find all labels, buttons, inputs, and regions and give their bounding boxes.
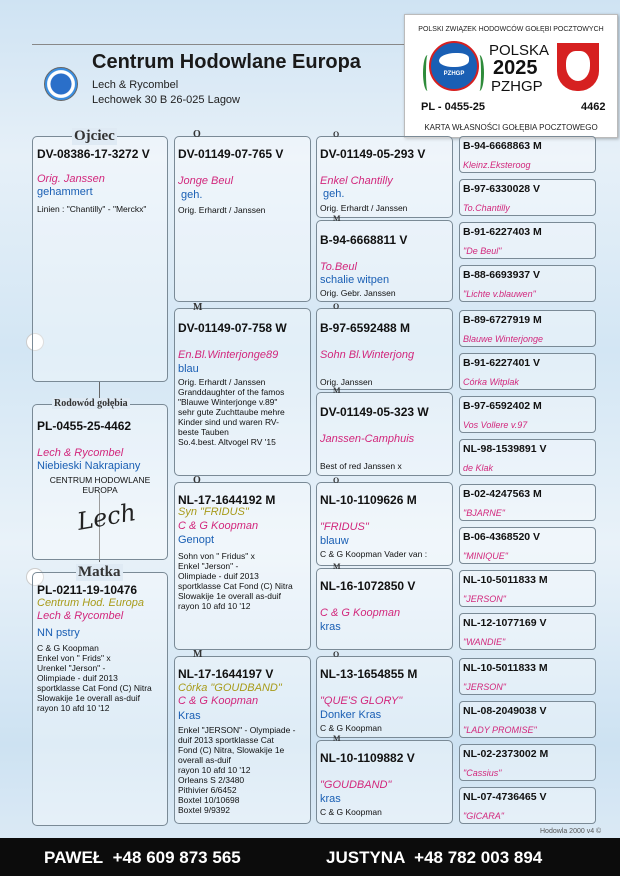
father-box: [32, 136, 168, 382]
pigeon-label: Rodowód gołębia: [54, 398, 128, 409]
gp-mm-notes: Enkel "JERSON" - Olympiade - duif 2013 sportklasse Cat Fond (C) Nitra, Slowakije 1e overall as-duif rayon 10 afd 10 '12 Orleans S 2/3480 Pithivier 6/6452 Boxtel 10/10698 Boxtel 9/9392: [178, 725, 296, 815]
gggp-5: B-91-6227401 V Córka Witplak: [459, 353, 596, 390]
father-color: gehammert: [37, 186, 93, 198]
ggp-sex-0: O: [333, 130, 340, 139]
pzhgp-logo-text: PZHGP: [443, 71, 465, 77]
gggp-12: NL-10-5011833 M "JERSON": [459, 658, 596, 695]
gggp-10: NL-10-5011833 M "JERSON": [459, 570, 596, 607]
gp-mm-color: Kras: [178, 710, 201, 722]
gggp-9: B-06-4368520 V "MINIQUE": [459, 527, 596, 564]
card-number: 4462: [581, 101, 606, 113]
father-label: Ojciec: [74, 128, 115, 144]
pigeon-icon: [439, 53, 469, 67]
gggp-15: NL-07-4736465 V "GICARA": [459, 787, 596, 824]
card-assoc: PZHGP: [491, 78, 543, 95]
ggp-box-3: DV-01149-05-323 W Janssen-Camphuis Best of red Janssen x: [316, 392, 453, 476]
card-org: POLSKI ZWIĄZEK HODOWCÓW GOŁĘBI POCZTOWYCH: [418, 26, 604, 33]
ggp-sex-7: M: [333, 734, 341, 743]
pzhgp-logo: [429, 41, 479, 91]
ggp-sex-4: O: [333, 476, 340, 485]
ggp-sex-5: M: [333, 562, 341, 571]
mother-breeder: Lech & Rycombel: [37, 610, 124, 622]
gp-mf-ring: NL-17-1644192 M: [178, 493, 276, 507]
father-note: Linien : "Chantilly" - "Merckx": [37, 204, 147, 214]
father-origin: Orig. Janssen: [37, 173, 105, 185]
gp-fm-notes: Orig. Erhardt / Janssen Granddaughter of the famos "Blauwe Winterjonge v.89" sehr gute Zuchttaube mehre Kinder sind und waren RV- beste Tauben So.4.best. Altvogel RV '15: [178, 377, 285, 447]
mother-origin: Centrum Hod. Europa: [37, 597, 144, 609]
gp-fm-box: [174, 308, 311, 476]
gp-fm-sex: M: [193, 302, 203, 313]
gp-mf-color: Genopt: [178, 534, 215, 546]
father-ring: DV-08386-17-3272 V: [37, 147, 150, 161]
gggp-14: NL-02-2373002 M "Cassius": [459, 744, 596, 781]
header-title: Centrum Hodowlane Europa: [92, 51, 361, 73]
footer-contact-left: PAWEŁ +48 609 873 565: [44, 848, 241, 867]
gp-mm-box: [174, 656, 311, 824]
gp-mm-ring: NL-17-1644197 V: [178, 667, 274, 681]
gp-mm-sex: M: [193, 649, 203, 660]
gp-ff-color: geh.: [181, 189, 203, 201]
pigeon-loft-1: CENTRUM HODOWLANE: [49, 475, 151, 485]
gggp-6: B-97-6592402 M Vos Vollere v.97: [459, 396, 596, 433]
ggp-box-2: B-97-6592488 M Sohn Bl.Winterjong Orig. Janssen: [316, 308, 453, 390]
gggp-3: B-88-6693937 V "Lichte v.blauwen": [459, 265, 596, 302]
gp-ff-box: [174, 136, 311, 302]
ggp-box-1: B-94-6668811 V To.Beul schalie witpen Orig. Gebr. Janssen: [316, 220, 453, 302]
ggp-box-4: NL-10-1109626 M "FRIDUS" blauw C & G Koopman Vader van :: [316, 482, 453, 566]
club-logo: [44, 67, 78, 101]
gp-ff-note: Orig. Erhardt / Janssen: [178, 205, 266, 215]
gggp-11: NL-12-1077169 V "WANDIE": [459, 613, 596, 650]
gp-mf-box: [174, 482, 311, 650]
card-country: POLSKA: [489, 42, 550, 59]
mother-ring: PL-0211-19-10476: [37, 583, 138, 597]
gp-mm-breeder: C & G Koopman: [178, 695, 259, 707]
software-credit: Hodowla 2000 v4 ©: [540, 828, 602, 835]
gp-ff-name: Jonge Beul: [178, 175, 234, 187]
gggp-8: B-02-4247563 M "BJARNE": [459, 484, 596, 521]
header-address: Lechowek 30 B 26-025 Lagow: [92, 94, 240, 106]
ggp-sex-1: M: [333, 214, 341, 223]
gp-fm-name: En.Bl.Winterjonge89: [178, 349, 279, 361]
ggp-box-5: NL-16-1072850 V C & G Koopman kras: [316, 568, 453, 650]
pigeon-color: Niebieski Nakrapiany: [37, 460, 141, 472]
ownership-card: [404, 14, 618, 138]
signature: Lech: [75, 498, 139, 536]
pigeon-breeder: Lech & Rycombel: [37, 447, 124, 459]
footer-contact-right: JUSTYNA +48 782 003 894: [326, 848, 543, 867]
ggp-box-6: NL-13-1654855 M "QUE'S GLORY" Donker Kras C & G Koopman: [316, 656, 453, 738]
gggp-0: B-94-6668863 M Kleinz.Eksteroog: [459, 136, 596, 173]
mother-box: [32, 572, 168, 826]
pigeon-loft-2: EUROPA: [82, 485, 118, 495]
gp-ff-ring: DV-01149-07-765 V: [178, 147, 284, 161]
gp-fm-color: blau: [178, 363, 199, 375]
card-ring: PL - 0455-25: [421, 101, 486, 113]
mother-notes: C & G Koopman Enkel von " Frids" x Urenkel "Jerson" - Olimpiade - duif 2013 sportklasse Cat Fond (C) Nitra Slowakije 1e overall as-duif rayon 10 afd 10 '12: [37, 643, 152, 713]
mother-label: Matka: [78, 564, 121, 580]
gggp-4: B-89-6727919 M Blauwe Winterjonge: [459, 310, 596, 347]
ggp-box-7: NL-10-1109882 V "GOUDBAND" kras C & G Koopman: [316, 740, 453, 824]
gp-fm-ring: DV-01149-07-758 W: [178, 321, 287, 335]
ggp-sex-2: O: [333, 302, 340, 311]
mother-color: NN pstry: [37, 627, 80, 639]
card-caption: KARTA WŁASNOŚCI GOŁĘBIA POCZTOWEGO: [424, 123, 598, 132]
gggp-2: B-91-6227403 M "De Beul": [459, 222, 596, 259]
header-rule: [32, 44, 407, 45]
laurel-left-icon: [423, 55, 432, 91]
polish-eagle-icon: [557, 43, 599, 91]
gp-mf-name: Syn "FRIDUS": [178, 506, 249, 518]
ggp-sex-3: M: [333, 386, 341, 395]
contact-footer: [0, 838, 620, 876]
gp-mf-notes: Sohn von " Fridus" x Enkel "Jerson" - Olimpiade - duif 2013 sportklasse Cat Fond (C) Nitra Slowakije 1e overall as-duif rayon 10 afd 10 '12: [178, 551, 293, 611]
gggp-13: NL-08-2049038 V "LADY PROMISE": [459, 701, 596, 738]
pigeon-box: [32, 404, 168, 560]
ggp-box-0: DV-01149-05-293 V Enkel Chantilly geh. Orig. Erhardt / Janssen: [316, 136, 453, 218]
gp-mf-breeder: C & G Koopman: [178, 520, 259, 532]
gggp-7: NL-98-1539891 V de Klak: [459, 439, 596, 476]
gp-mm-name: Córka "GOUDBAND": [178, 682, 282, 694]
ggp-sex-6: O: [333, 650, 340, 659]
pigeon-ring: PL-0455-25-4462: [37, 419, 132, 433]
card-year: 2025: [493, 57, 538, 79]
gggp-1: B-97-6330028 V To.Chantilly: [459, 179, 596, 216]
laurel-right-icon: [475, 55, 484, 91]
header-owner: Lech & Rycombel: [92, 79, 179, 91]
gp-ff-sex: O: [193, 129, 201, 140]
gp-mf-sex: O: [193, 475, 201, 486]
